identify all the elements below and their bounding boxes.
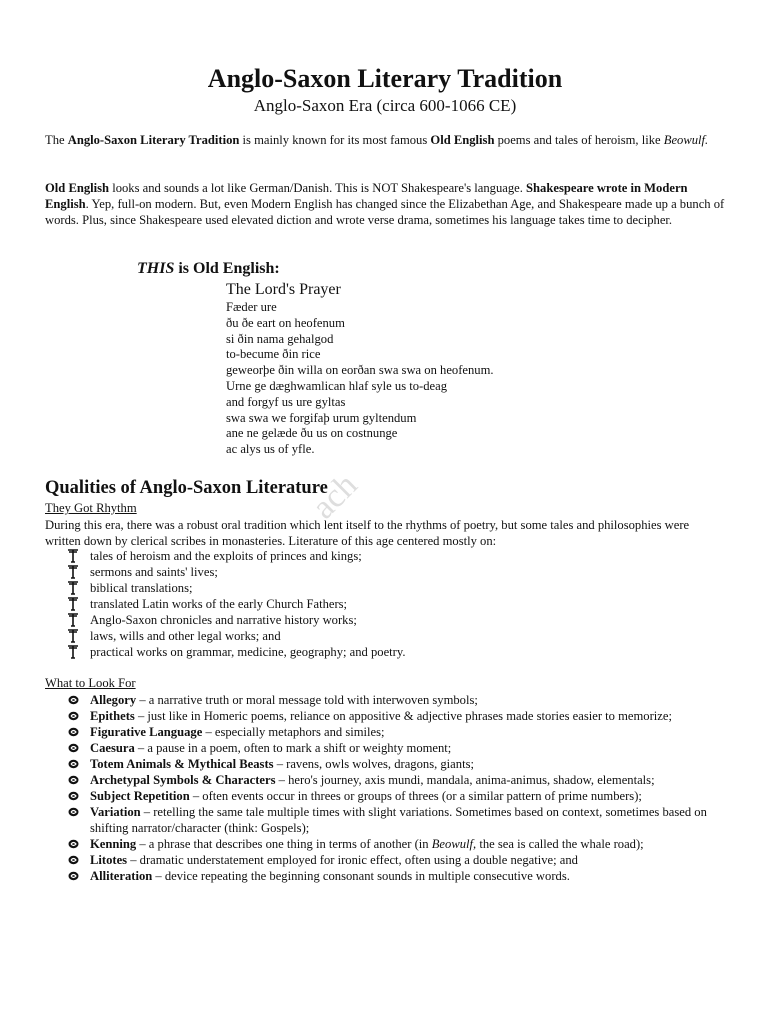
swirl-bullet-icon: [68, 775, 79, 785]
rhythm-subheading: They Got Rhythm: [45, 501, 137, 515]
list-item: laws, wills and other legal works; and: [65, 628, 705, 644]
old-english-heading: THIS is Old English:: [137, 260, 280, 277]
swirl-bullet-icon: [68, 695, 79, 705]
list-item: Totem Animals & Mythical Beasts – ravens, owls wolves, dragons, giants;: [65, 756, 725, 772]
list-item: Figurative Language – especially metaphors and similes;: [65, 724, 725, 740]
watermark: ach: [305, 466, 365, 527]
cross-bullet-icon: [67, 645, 79, 659]
intro-paragraph: The Anglo-Saxon Literary Tradition is mainly known for its most famous Old English poems and tales of heroism, like Beowulf.: [45, 133, 709, 147]
prayer-line: and forgyf us ure gyltas: [226, 394, 346, 409]
list-item: translated Latin works of the early Church Fathers;: [65, 596, 705, 612]
prayer-line: ðu ðe eart on heofenum: [226, 315, 345, 330]
swirl-bullet-icon: [68, 871, 79, 881]
swirl-bullet-icon: [68, 839, 79, 849]
prayer-line: Fæder ure: [226, 300, 277, 314]
list-item: Alliteration – device repeating the beginning consonant sounds in multiple consecutive words.: [65, 868, 725, 884]
cross-bullet-icon: [67, 597, 79, 611]
list-item: Subject Repetition – often events occur in threes or groups of threes (or a similar pattern of prime numbers);: [65, 788, 725, 804]
list-item: Kenning – a phrase that describes one thing in terms of another (in Beowulf, the sea is called the whale road);: [65, 836, 725, 852]
look-for-subheading: What to Look For: [45, 676, 136, 690]
look-for-list: [65, 692, 725, 884]
document-subtitle: Anglo-Saxon Era (circa 600-1066 CE): [253, 96, 517, 115]
cross-bullet-icon: [67, 581, 79, 595]
list-item: Caesura – a pause in a poem, often to mark a shift or weighty moment;: [65, 740, 725, 756]
swirl-bullet-icon: [68, 743, 79, 753]
cross-bullet-icon: [67, 565, 79, 579]
list-item: tales of heroism and the exploits of princes and kings;: [65, 548, 705, 564]
list-item: sermons and saints' lives;: [65, 564, 705, 580]
cross-bullet-icon: [67, 629, 79, 643]
document-title: Anglo-Saxon Literary Tradition: [207, 64, 563, 93]
swirl-bullet-icon: [68, 727, 79, 737]
swirl-bullet-icon: [68, 807, 79, 817]
list-item: biblical translations;: [65, 580, 705, 596]
topics-list: [65, 548, 705, 660]
cross-bullet-icon: [67, 613, 79, 627]
list-item: Litotes – dramatic understatement employed for ironic effect, often using a double negative; and: [65, 852, 725, 868]
prayer-lines: [226, 300, 494, 458]
cross-bullet-icon: [67, 549, 79, 563]
swirl-bullet-icon: [68, 759, 79, 769]
prayer-line: si ðin nama gehalgod: [226, 331, 334, 346]
swirl-bullet-icon: [68, 855, 79, 865]
prayer-line: geweorþe ðin willa on eorðan swa swa on heofenum.: [226, 363, 494, 378]
qualities-heading: Qualities of Anglo-Saxon Literature: [45, 478, 328, 498]
list-item: Epithets – just like in Homeric poems, reliance on appositive & adjective phrases made stories easier to memorize;: [65, 708, 725, 724]
rhythm-paragraph: During this era, there was a robust oral tradition which lent itself to the rhythms of poetry, but some tales and philosophies were written down by clerical scribes in monasteries. Literature of this age centered mostly on:: [45, 518, 690, 548]
old-english-paragraph: Old English looks and sounds a lot like German/Danish. This is NOT Shakespeare's language. Shakespeare wrote in Modern English. Yep, full-on modern. But, even Modern English has changed since the Elizabethan Age, and Shakespeare made up a bunch of words. Plus, since Shakespeare used elevated diction and wrote verse drama, sometimes his language takes time to decipher.: [45, 181, 725, 227]
swirl-bullet-icon: [68, 711, 79, 721]
list-item: practical works on grammar, medicine, geography; and poetry.: [65, 644, 705, 660]
prayer-line: ane ne gelæde ðu us on costnunge: [226, 426, 398, 441]
prayer-line: ac alys us of yfle.: [226, 442, 315, 457]
prayer-line: to-becume ðin rice: [226, 347, 321, 362]
list-item: Allegory – a narrative truth or moral message told with interwoven symbols;: [65, 692, 725, 708]
list-item: Anglo-Saxon chronicles and narrative history works;: [65, 612, 705, 628]
list-item: Archetypal Symbols & Characters – hero's journey, axis mundi, mandala, anima-animus, shadow, elementals;: [65, 772, 725, 788]
prayer-line: Urne ge dæghwamlican hlaf syle us to-deag: [226, 378, 448, 393]
prayer-title: The Lord's Prayer: [226, 281, 341, 298]
prayer-line: swa swa we forgifaþ urum gyltendum: [226, 410, 417, 425]
list-item: Variation – retelling the same tale multiple times with slight variations. Sometimes based on context, sometimes based on shifting narrator/character (think: Gospels);: [65, 804, 725, 836]
swirl-bullet-icon: [68, 791, 79, 801]
